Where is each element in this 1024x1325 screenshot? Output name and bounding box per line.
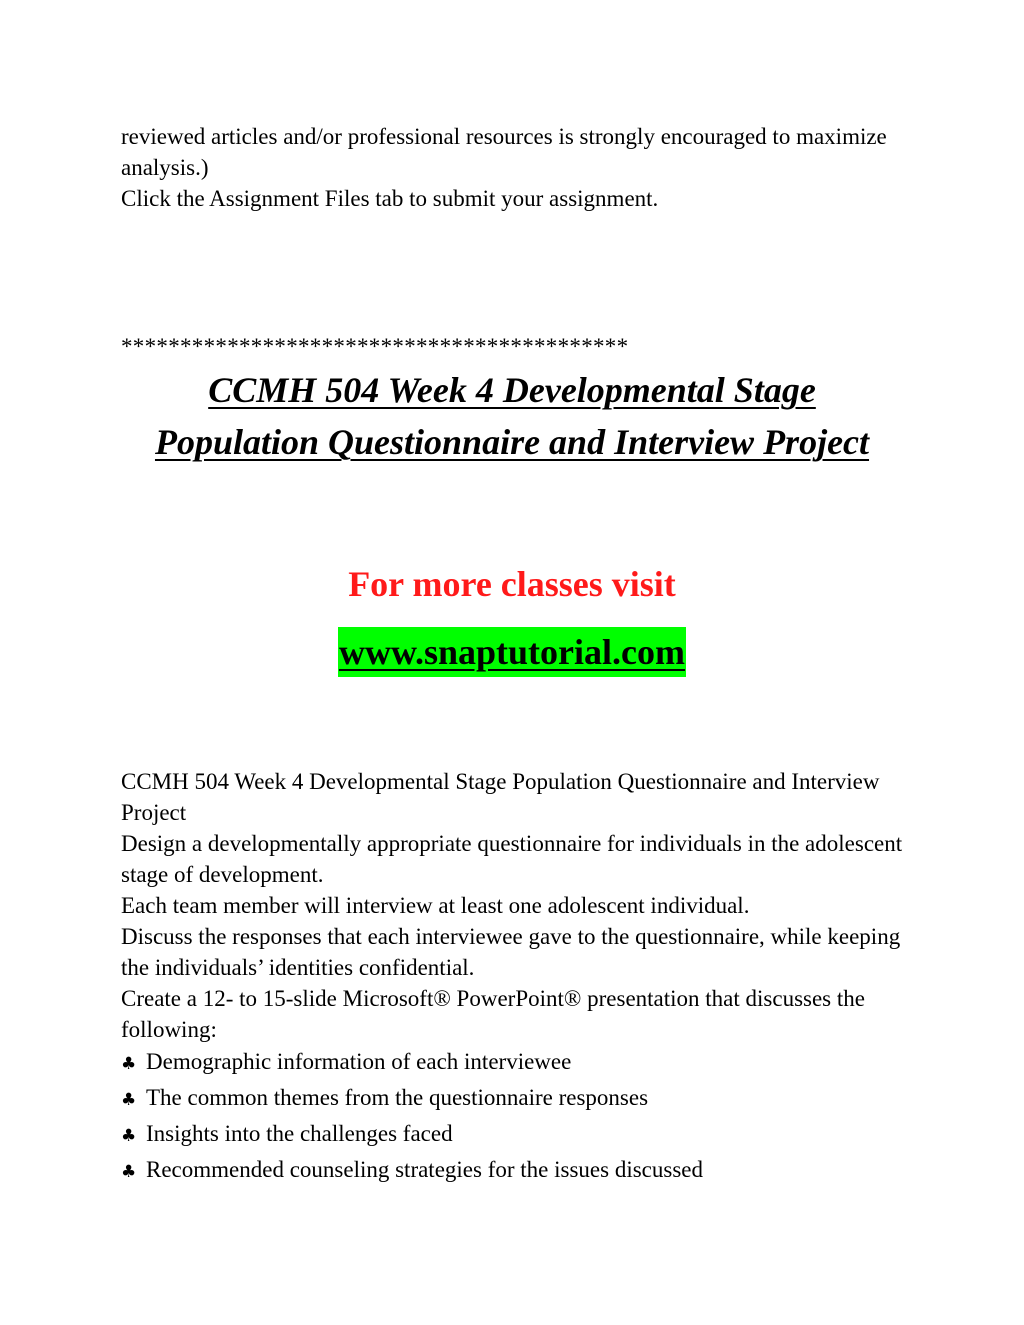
- club-suit-icon: ♣: [121, 1126, 137, 1146]
- list-item-text: Demographic information of each interviewee: [146, 1049, 572, 1074]
- promo-heading: [0, 556, 1024, 612]
- club-suit-icon: ♣: [121, 1090, 137, 1110]
- website-link[interactable]: www.snaptutorial.com: [338, 627, 686, 677]
- title-line: Population Questionnaire and Interview Project: [154, 422, 870, 462]
- promo-text: For more classes visit: [348, 564, 676, 604]
- intro-text: [121, 121, 911, 214]
- list-item-text: Insights into the challenges faced: [146, 1121, 453, 1146]
- body-paragraph: CCMH 504 Week 4 Developmental Stage Population Questionnaire and Interview Project: [121, 769, 880, 825]
- body-paragraph: Discuss the responses that each interviewee gave to the questionnaire, while keeping the individuals’ identities confidential.: [121, 924, 901, 980]
- body-paragraph: Create a 12- to 15-slide Microsoft® PowerPoint® presentation that discusses the following:: [121, 986, 865, 1042]
- bullet-list: [121, 1045, 921, 1189]
- list-item: [121, 1045, 921, 1081]
- intro-paragraph: Click the Assignment Files tab to submit your assignment.: [121, 186, 659, 211]
- promo-link-wrapper: [0, 627, 1024, 677]
- list-item-text: The common themes from the questionnaire responses: [146, 1085, 649, 1110]
- document-title: [60, 364, 964, 468]
- title-line: CCMH 504 Week 4 Developmental Stage: [208, 370, 816, 410]
- list-item-text: Recommended counseling strategies for the issues discussed: [146, 1157, 703, 1182]
- body-paragraph: Each team member will interview at least one adolescent individual.: [121, 893, 750, 918]
- list-item: [121, 1081, 921, 1117]
- club-suit-icon: ♣: [121, 1162, 137, 1182]
- list-item: [121, 1153, 921, 1189]
- body-paragraph: Design a developmentally appropriate questionnaire for individuals in the adolescent stage of development.: [121, 831, 903, 887]
- separator-stars: *******************************************: [121, 334, 629, 359]
- assignment-description: [121, 766, 921, 1189]
- club-suit-icon: ♣: [121, 1054, 137, 1074]
- intro-paragraph: reviewed articles and/or professional resources is strongly encouraged to maximize analysis.): [121, 124, 887, 180]
- list-item: [121, 1117, 921, 1153]
